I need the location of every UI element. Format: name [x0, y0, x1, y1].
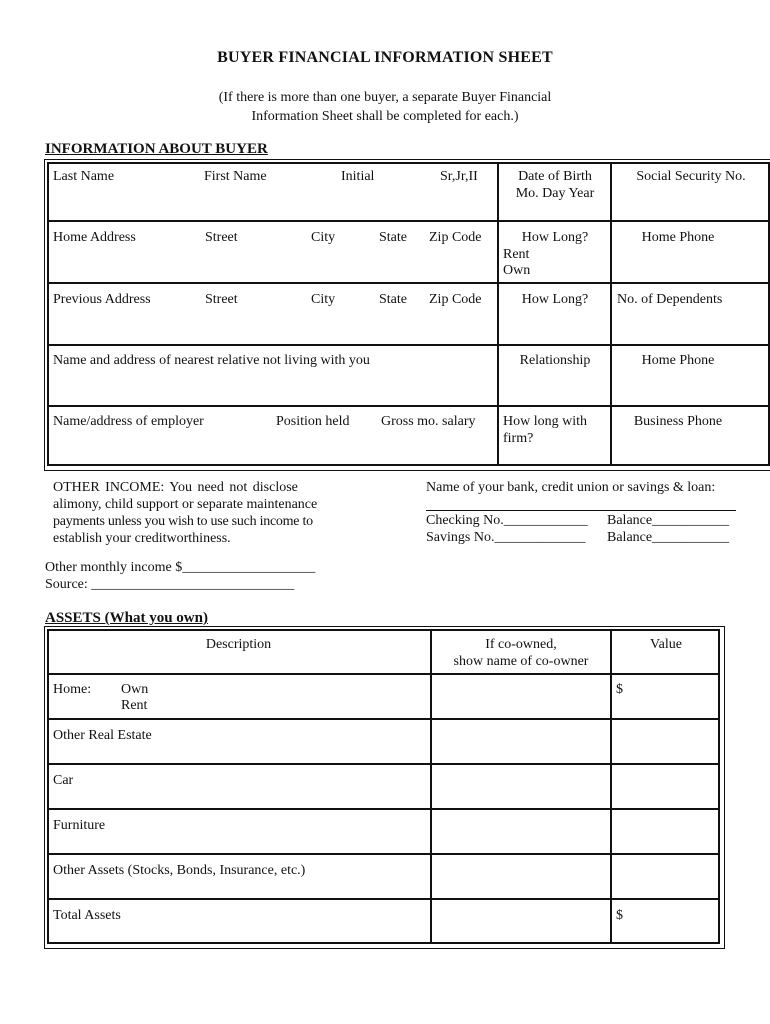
- column-divider: [610, 629, 612, 944]
- previous-how-long-field[interactable]: How Long?: [521, 292, 589, 307]
- home-rent-option[interactable]: Rent: [121, 698, 148, 713]
- employment-length-field[interactable]: [503, 413, 587, 447]
- other-real-estate-label: Other Real Estate: [53, 728, 152, 743]
- ssn-field[interactable]: Social Security No.: [636, 169, 746, 184]
- description-column-header: Description: [205, 637, 272, 652]
- initial-field[interactable]: Initial: [341, 169, 375, 184]
- dob-label: Date of Birth: [518, 169, 592, 184]
- relationship-field[interactable]: Relationship: [519, 353, 591, 368]
- other-monthly-income-field[interactable]: Other monthly income $___________________: [45, 560, 316, 575]
- home-asset-label: Home:: [53, 682, 92, 697]
- subtitle-line-1: (If there is more than one buyer, a separate Buyer Financial: [218, 90, 552, 105]
- row-divider: [47, 853, 720, 855]
- checking-balance-field[interactable]: Balance___________: [607, 513, 730, 528]
- previous-address-field[interactable]: Previous Address: [53, 292, 151, 307]
- home-value-field[interactable]: $: [616, 682, 623, 697]
- home-phone-field[interactable]: Home Phone: [641, 230, 715, 245]
- income-source-field[interactable]: Source: _____________________________: [45, 577, 295, 592]
- bank-name-field[interactable]: [426, 510, 736, 511]
- last-name-field[interactable]: Last Name: [53, 169, 115, 184]
- assets-table-inner-border: [47, 629, 720, 944]
- total-assets-value-field[interactable]: $: [616, 908, 623, 923]
- column-divider: [497, 162, 499, 466]
- gross-salary-field[interactable]: Gross mo. salary: [381, 414, 476, 429]
- co-owner-header-line: If co-owned,: [485, 637, 557, 652]
- row-divider: [47, 763, 720, 765]
- total-assets-label: Total Assets: [53, 908, 121, 923]
- own-option[interactable]: Own: [503, 263, 531, 278]
- first-name-field[interactable]: First Name: [204, 169, 267, 184]
- other-income-line: OTHER INCOME: You need not disclose: [53, 480, 298, 495]
- nearest-relative-field[interactable]: Name and address of nearest relative not living with you: [53, 353, 370, 368]
- dob-format: Mo. Day Year: [515, 186, 595, 201]
- assets-section-heading: ASSETS (What you own): [45, 610, 208, 626]
- relative-home-phone-field[interactable]: Home Phone: [641, 353, 715, 368]
- other-assets-label: Other Assets (Stocks, Bonds, Insurance, etc.): [53, 863, 306, 878]
- employment-length-label: How long with: [503, 414, 587, 429]
- co-owner-header-line: show name of co-owner: [453, 654, 589, 669]
- page-title: BUYER FINANCIAL INFORMATION SHEET: [217, 49, 553, 66]
- other-income-line: establish your creditworthiness.: [53, 531, 231, 546]
- other-income-line: payments unless you wish to use such income to: [53, 514, 313, 529]
- car-label: Car: [53, 773, 74, 788]
- bank-name-label: Name of your bank, credit union or savings & loan:: [426, 480, 716, 495]
- row-divider: [47, 220, 770, 222]
- suffix-field[interactable]: Sr,Jr,II: [440, 169, 478, 184]
- row-divider: [47, 808, 720, 810]
- value-column-header: Value: [650, 637, 682, 652]
- previous-zip-label: Zip Code: [429, 292, 482, 307]
- furniture-label: Furniture: [53, 818, 106, 833]
- row-divider: [47, 405, 770, 407]
- other-income-notice: [53, 479, 333, 547]
- page-subtitle: [0, 88, 770, 126]
- savings-balance-field[interactable]: Balance___________: [607, 530, 730, 545]
- previous-city-label: City: [311, 292, 336, 307]
- home-city-label: City: [311, 230, 336, 245]
- home-address-field[interactable]: Home Address: [53, 230, 136, 245]
- row-divider: [47, 344, 770, 346]
- row-divider: [47, 898, 720, 900]
- buyer-section-heading: INFORMATION ABOUT BUYER: [45, 141, 268, 157]
- row-divider: [47, 718, 720, 720]
- savings-number-field[interactable]: Savings No._____________: [426, 530, 586, 545]
- previous-state-label: State: [379, 292, 407, 307]
- subtitle-line-2: Information Sheet shall be completed for each.): [251, 109, 519, 124]
- business-phone-field[interactable]: Business Phone: [633, 414, 723, 429]
- position-held-field[interactable]: Position held: [276, 414, 350, 429]
- home-own-option[interactable]: Own: [121, 682, 149, 697]
- employment-length-label-2: firm?: [503, 431, 534, 446]
- home-state-label: State: [379, 230, 407, 245]
- co-owner-column-header: [432, 636, 610, 670]
- row-divider: [47, 673, 720, 675]
- date-of-birth-field[interactable]: [500, 168, 610, 202]
- home-zip-label: Zip Code: [429, 230, 482, 245]
- column-divider: [430, 629, 432, 944]
- previous-street-label: Street: [205, 292, 238, 307]
- employer-field[interactable]: Name/address of employer: [53, 414, 204, 429]
- home-street-label: Street: [205, 230, 238, 245]
- rent-option[interactable]: Rent: [503, 247, 530, 262]
- dependents-field[interactable]: No. of Dependents: [617, 292, 723, 307]
- checking-number-field[interactable]: Checking No.____________: [426, 513, 588, 528]
- other-income-line: alimony, child support or separate maintenance: [53, 497, 318, 512]
- home-how-long-field[interactable]: How Long?: [521, 230, 589, 245]
- row-divider: [47, 282, 770, 284]
